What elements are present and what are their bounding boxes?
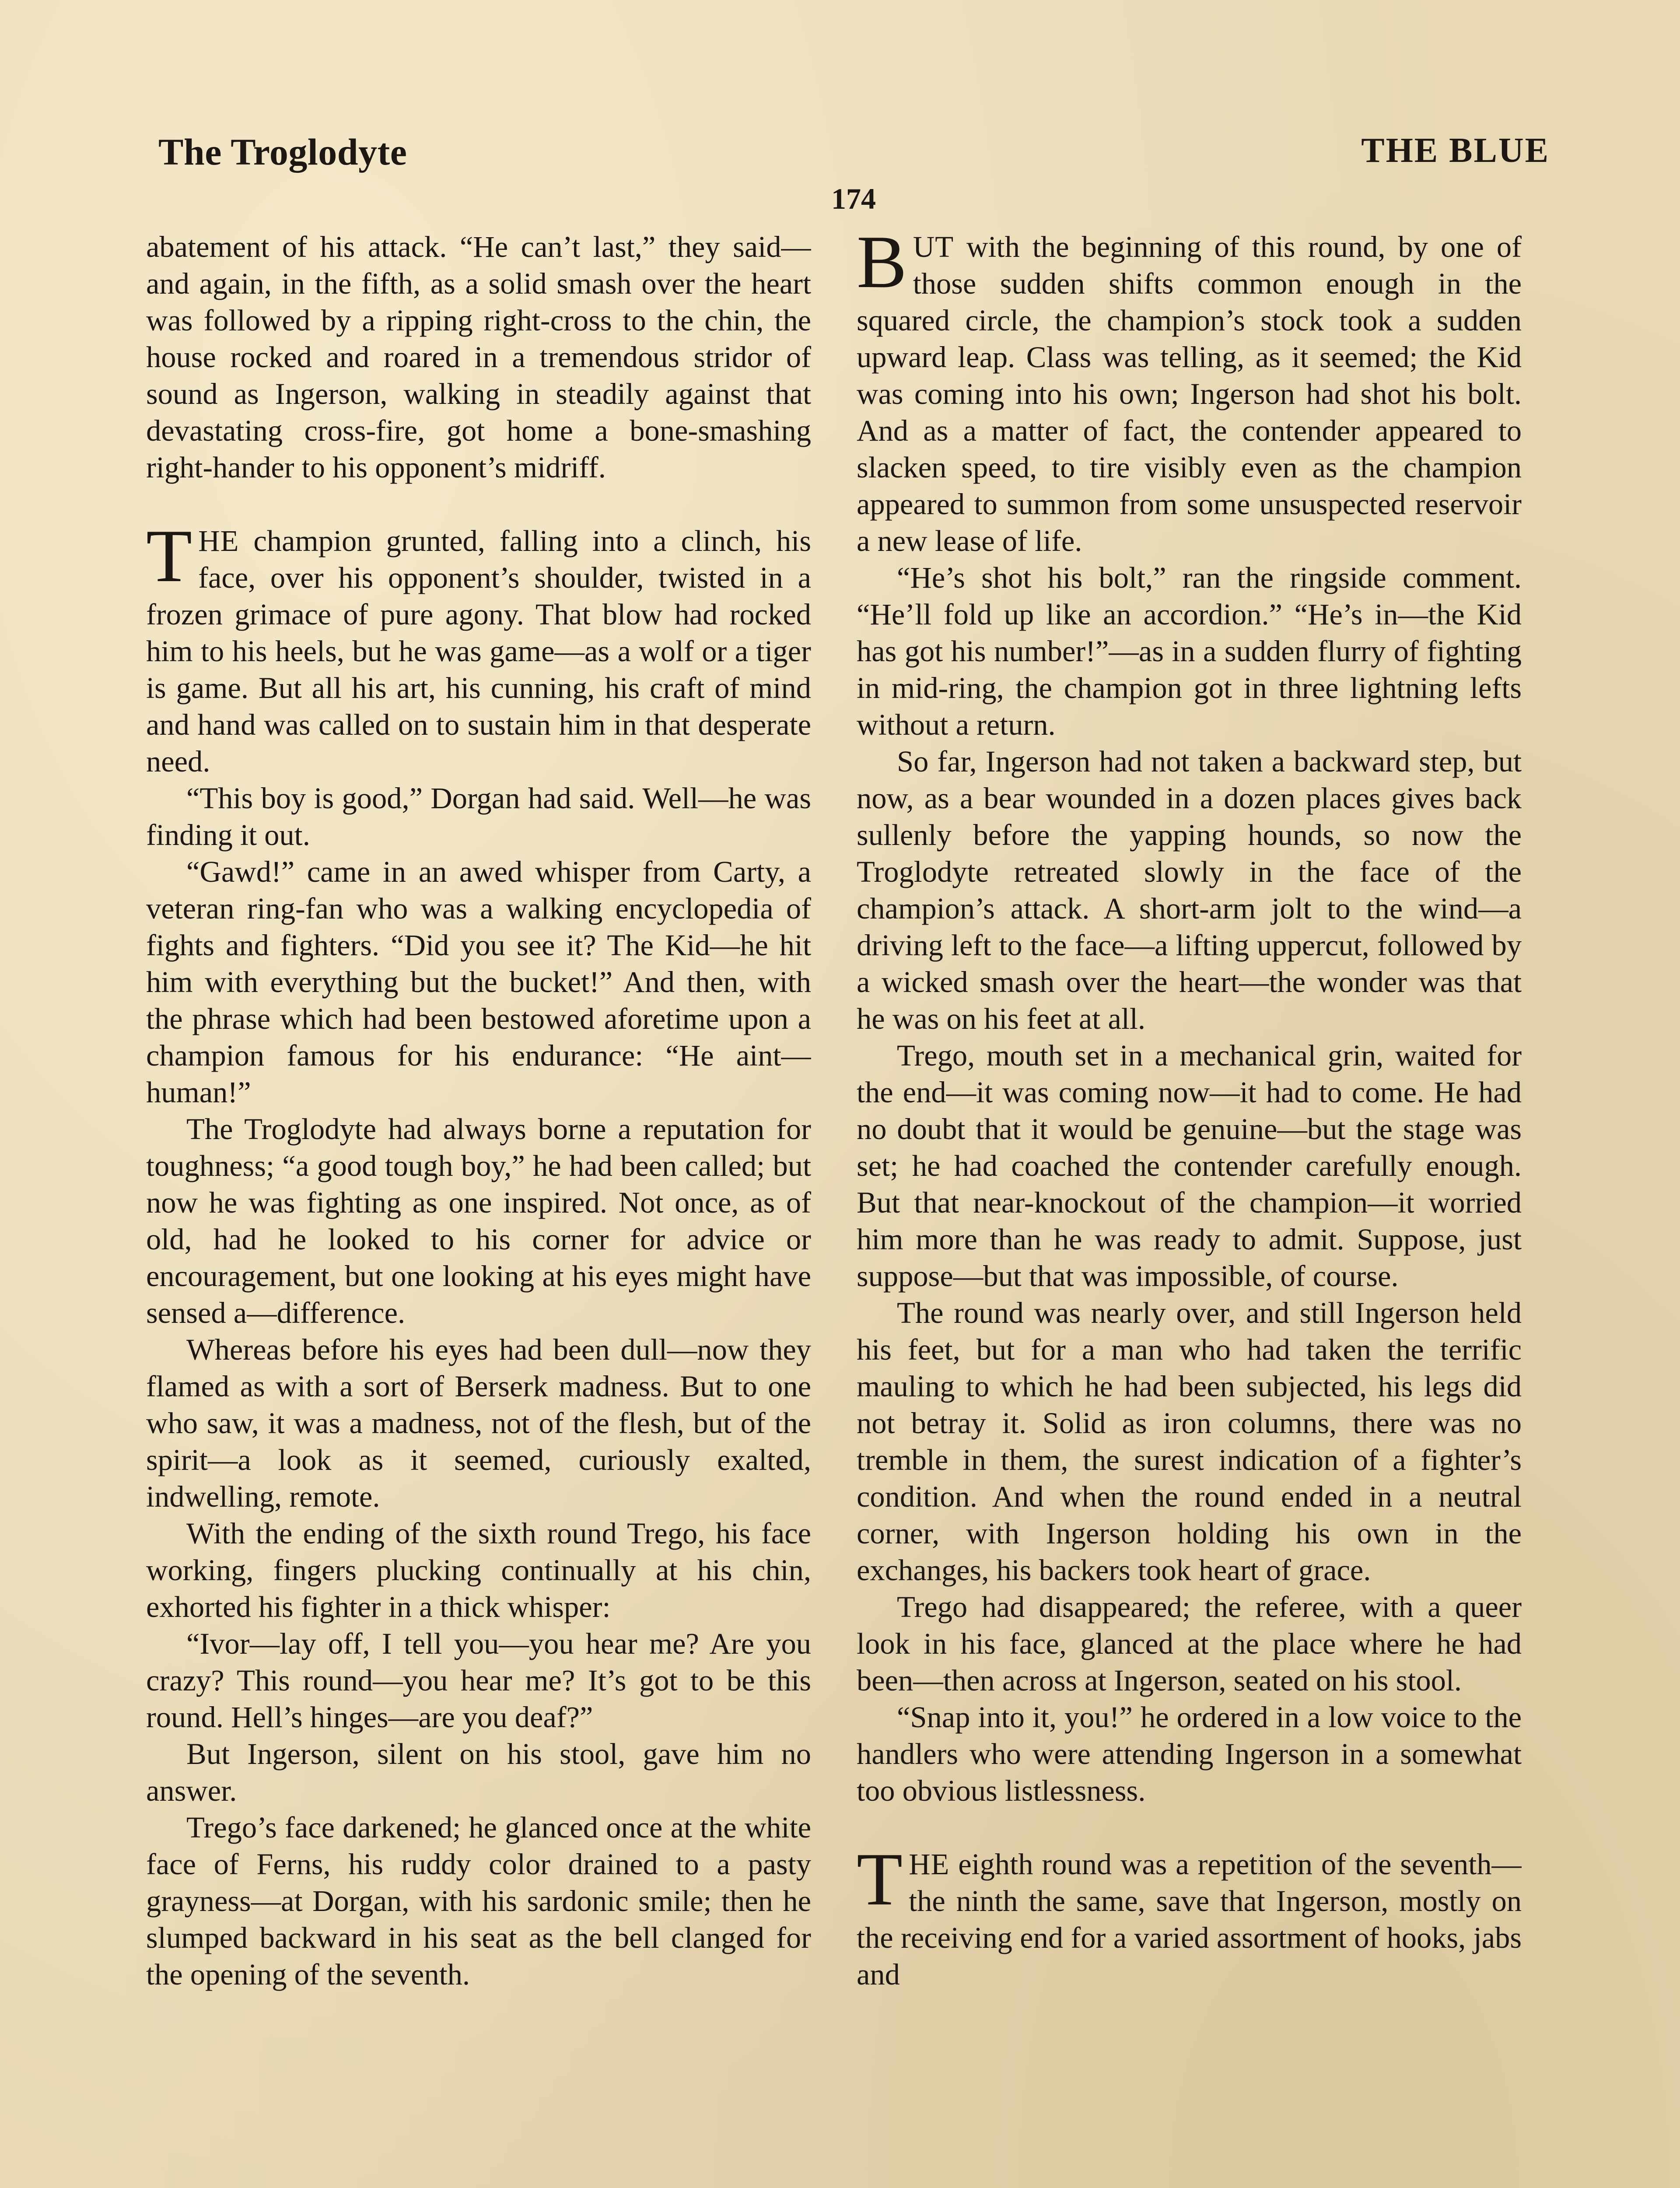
section-paragraph xyxy=(146,515,811,780)
section-paragraph xyxy=(857,1838,1522,1993)
drop-cap: B xyxy=(857,228,907,304)
paragraph: “This boy is good,” Dorgan had said. Well—he was finding it out. xyxy=(146,782,811,852)
paragraph: So far, Ingerson had not taken a backward step, but now, as a bear wounded in a dozen places gives back sullenly before the yapping hounds, so now the Troglodyte retreated slowly in the face of the champion’s attack. A short-arm jolt to the wind—a driving left to the face—a lifting uppercut, followed by a wicked smash over the heart—the wonder was that he was on his feet at all. xyxy=(857,745,1522,1035)
paragraph: Whereas before his eyes had been dull—now they flamed as with a sort of Berserk madness. But to one who saw, it was a madness, not of the flesh, but of the spirit—a look as it seemed, curiously exalted, indwelling, remote. xyxy=(146,1333,811,1513)
running-head-story-title: The Troglodyte xyxy=(158,131,407,173)
left-text-column xyxy=(146,228,811,2188)
small-caps-lead: HE xyxy=(198,524,239,558)
paragraph: Trego, mouth set in a mechanical grin, waited for the end—it was coming now—it had to come. He had no doubt that it would be genuine—but the stage was set; he had coached the contender carefully enough. But that near-knockout of the champion—it worried him more than he was ready to admit. Suppose, just suppose—but that was impossible, of course. xyxy=(857,1039,1522,1293)
paragraph-text: champion grunted, falling into a clinch, his face, over his opponent’s shoulder, twisted in a frozen grimace of pure agony. That blow had rocked him to his heels, but he was game—as a wolf or a tiger is game. But all his art, his cunning, his craft of mind and hand was called on to sustain him in that desperate need. xyxy=(146,524,811,778)
paragraph: “Snap into it, you!” he ordered in a low voice to the handlers who were attending Ingerson in a somewhat too obvious listlessness. xyxy=(857,1701,1522,1807)
paragraph: The round was nearly over, and still Ingerson held his feet, but for a man who had taken the terrific mauling to which he had been subjected, his legs did not betray it. Solid as iron columns, there was no tremble in them, the surest indication of a fighter’s condition. And when the round ended in a neutral corner, with Ingerson holding his own in the exchanges, his backers took heart of grace. xyxy=(857,1296,1522,1587)
small-caps-lead: UT xyxy=(913,230,954,263)
drop-cap: T xyxy=(857,1838,903,1921)
paragraph: “Ivor—lay off, I tell you—you hear me? Are you crazy? This round—you hear me? It’s got to be this round. Hell’s hinges—are you deaf?” xyxy=(146,1627,811,1734)
paragraph: Trego’s face darkened; he glanced once at the white face of Ferns, his ruddy color drained to a pasty grayness—at Dorgan, with his sardonic smile; then he slumped backward in his seat as the bell clanged for the opening of the seventh. xyxy=(146,1811,811,1991)
paragraph: “He’s shot his bolt,” ran the ringside comment. “He’ll fold up like an accordion.” “He’s in—the Kid has got his number!”—as in a sudden flurry of fighting in mid-ring, the champion got in three lightning lefts without a return. xyxy=(857,561,1522,741)
running-head-magazine-title: THE BLUE xyxy=(1361,131,1550,170)
paragraph: The Troglodyte had always borne a reputation for toughness; “a good tough boy,” he had been called; but now he was fighting as one inspired. Not once, as of old, had he looked to his corner for advice or encouragement, but one looking at his eyes might have sensed a—difference. xyxy=(146,1112,811,1329)
paragraph: But Ingerson, silent on his stool, gave him no answer. xyxy=(146,1737,811,1807)
paragraph-text: with the beginning of this round, by one of those sudden shifts common enough in the squared circle, the champion’s stock took a sudden upward leap. Class was telling, as it seemed; the Kid was coming into his own; Ingerson had shot his bolt. And as a matter of fact, the contender appeared to slacken speed, to tire visibly even as the champion appeared to summon from some unsuspected reservoir a new lease of life. xyxy=(857,230,1522,558)
section-paragraph xyxy=(857,228,1522,559)
paragraph: With the ending of the sixth round Trego, his face working, fingers plucking continually at his chin, exhorted his fighter in a thick whisper: xyxy=(146,1517,811,1623)
paragraph: “Gawd!” came in an awed whisper from Carty, a veteran ring-fan who was a walking encyclopedia of fights and fighters. “Did you see it? The Kid—he hit him with everything but the bucket!” And then, with the phrase which had been bestowed aforetime upon a champion famous for his endurance: “He aint—human!” xyxy=(146,855,811,1109)
paragraph: Trego had disappeared; the referee, with a queer look in his face, glanced at the place where he had been—then across at Ingerson, seated on his stool. xyxy=(857,1590,1522,1697)
page-number: 174 xyxy=(831,182,876,215)
paragraph-text: eighth round was a repetition of the seventh—the ninth the same, save that Ingerson, mostly on the receiving end for a varied assortment of hooks, jabs and xyxy=(857,1848,1522,1991)
small-caps-lead: HE xyxy=(909,1848,950,1881)
paragraph: abatement of his attack. “He can’t last,” they said—and again, in the fifth, as a solid smash over the heart was followed by a ripping right-cross to the chin, the house rocked and roared in a tremendous stridor of sound as Ingerson, walking in steadily against that devastating cross-fire, got home a bone-smashing right-hander to his opponent’s midriff. xyxy=(146,230,811,484)
drop-cap: T xyxy=(146,515,192,598)
right-text-column xyxy=(857,228,1522,2188)
